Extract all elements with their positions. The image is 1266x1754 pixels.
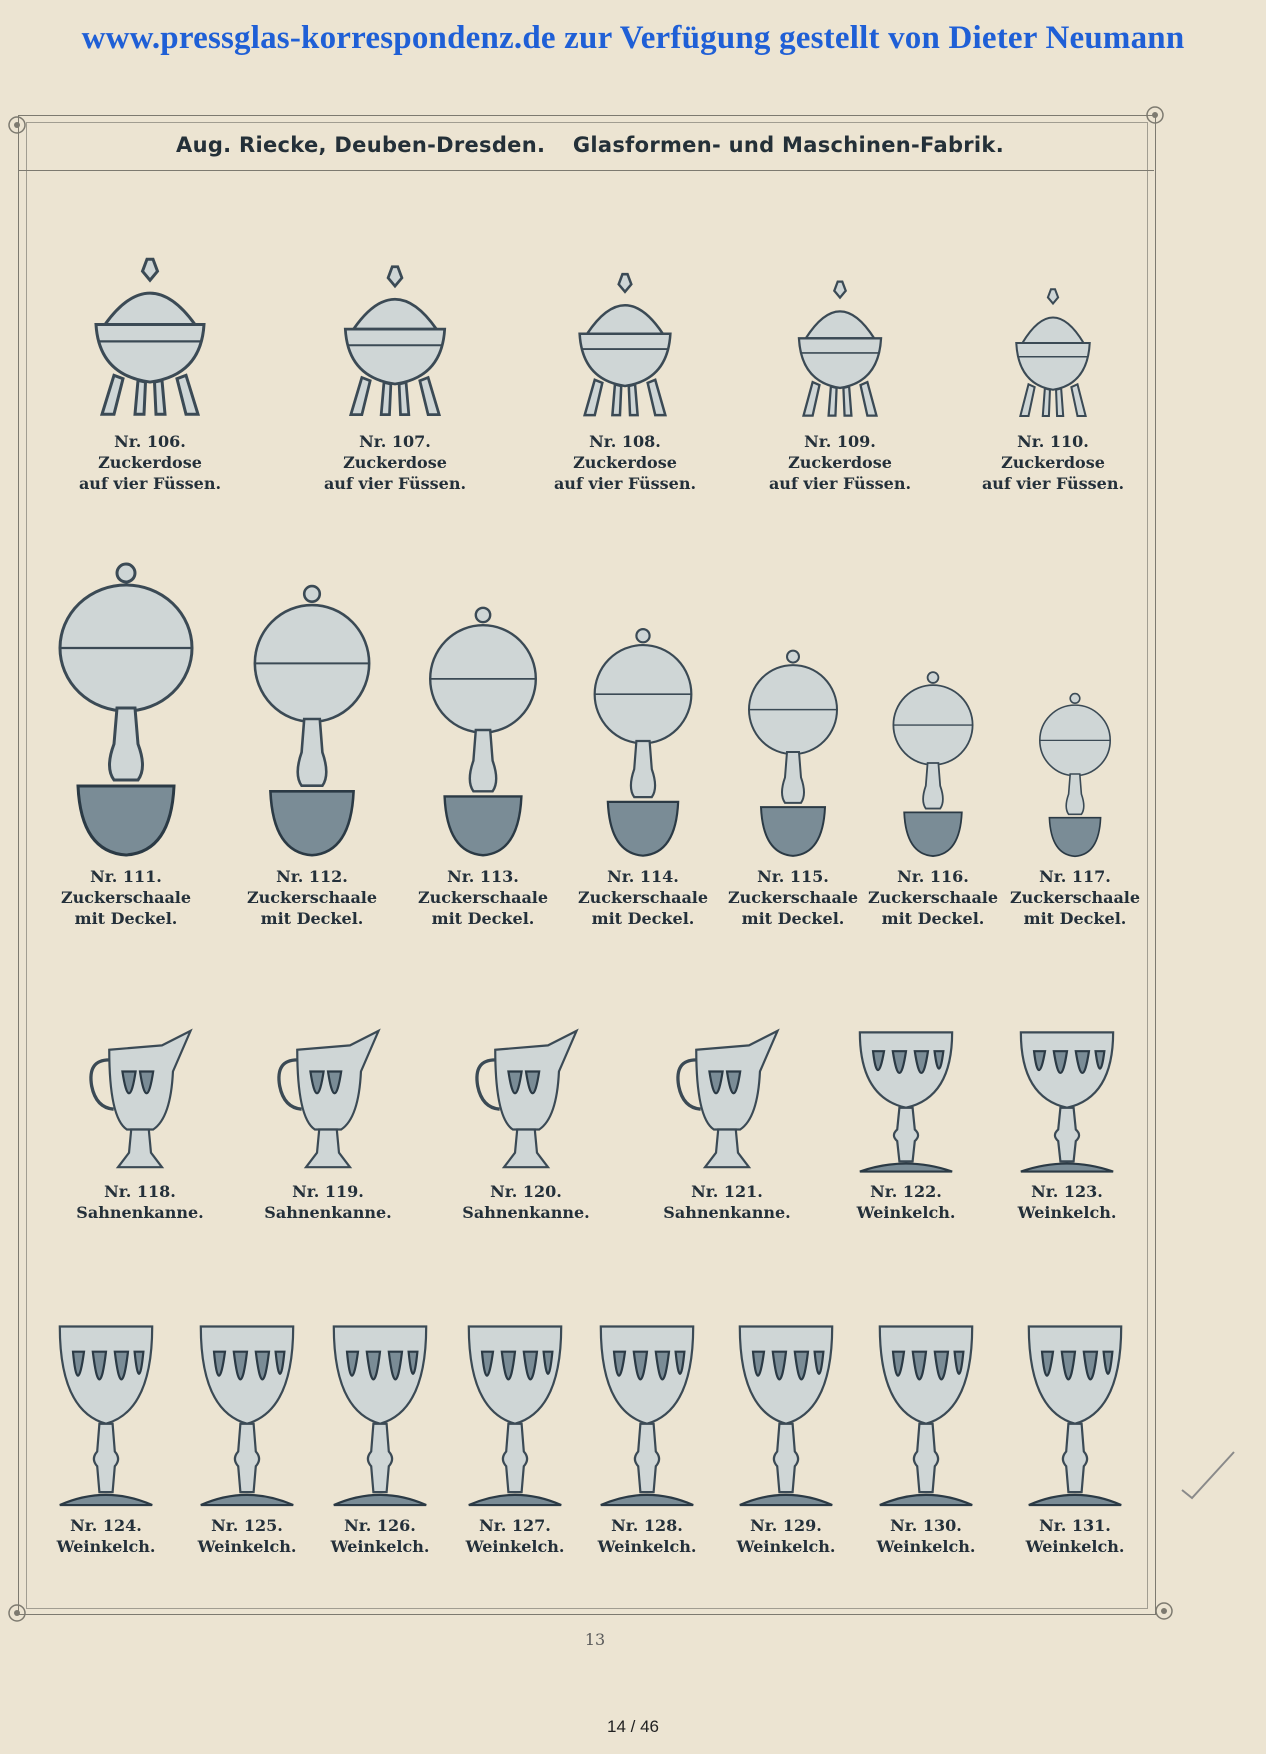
wine-goblet-icon	[1020, 1322, 1130, 1507]
corner-ornament-icon	[1153, 1600, 1175, 1622]
item-description: Zuckerdose	[573, 453, 677, 472]
catalog-item	[853, 866, 1013, 929]
item-description: Sahnenkanne.	[663, 1203, 791, 1222]
wine-goblet-icon	[460, 1322, 570, 1507]
item-number: Nr. 121.	[691, 1182, 763, 1201]
sugar-box-footed-icon	[326, 261, 464, 423]
catalog-item	[60, 1181, 220, 1223]
catalog-item	[26, 1515, 186, 1557]
item-description: mit Deckel.	[74, 909, 178, 928]
item-number: Nr. 131.	[1039, 1516, 1111, 1535]
catalog-item	[46, 866, 206, 929]
item-description: Weinkelch.	[330, 1537, 430, 1556]
item-description: Weinkelch.	[465, 1537, 565, 1556]
item-description: Zuckerdose	[343, 453, 447, 472]
catalog-item	[563, 866, 723, 929]
item-description: Zuckerschaale	[246, 888, 378, 907]
covered-sugar-bowl-icon	[743, 646, 843, 858]
item-description: auf vier Füssen.	[981, 474, 1125, 493]
catalog-item	[713, 866, 873, 929]
item-number: Nr. 129.	[750, 1516, 822, 1535]
catalog-item	[995, 1515, 1155, 1557]
item-description: Zuckerschaale	[577, 888, 709, 907]
item-number: Nr. 126.	[344, 1516, 416, 1535]
item-description: Zuckerschaale	[1009, 888, 1141, 907]
item-description: Sahnenkanne.	[264, 1203, 392, 1222]
covered-sugar-bowl-icon	[1035, 690, 1115, 858]
wine-goblet-icon	[592, 1322, 702, 1507]
catalog-item	[826, 1181, 986, 1223]
catalog-item	[846, 1515, 1006, 1557]
page-number: 13	[584, 1630, 606, 1649]
pdf-page-indicator: 14 / 46	[607, 1717, 659, 1736]
item-number: Nr. 125.	[211, 1516, 283, 1535]
corner-ornament-icon	[1144, 104, 1166, 126]
item-number: Nr. 124.	[70, 1516, 142, 1535]
company-name: Aug. Riecke, Deuben-Dresden.	[176, 133, 546, 157]
catalog-item	[973, 431, 1133, 494]
item-description: Weinkelch.	[1025, 1537, 1125, 1556]
item-number: Nr. 128.	[611, 1516, 683, 1535]
item-description: Zuckerdose	[1001, 453, 1105, 472]
catalog-title	[0, 133, 1180, 157]
corner-ornament-icon	[6, 1602, 28, 1624]
cream-jug-icon	[273, 1028, 383, 1173]
header-link[interactable]: www.pressglas-korrespondenz.de zur Verfügung gestellt von Dieter Neumann	[81, 20, 1185, 56]
item-number: Nr. 127.	[479, 1516, 551, 1535]
item-description: mit Deckel.	[431, 909, 535, 928]
catalog-item	[995, 866, 1155, 929]
item-number: Nr. 109.	[804, 432, 876, 451]
item-number: Nr. 122.	[870, 1182, 942, 1201]
item-description: Weinkelch.	[197, 1537, 297, 1556]
item-description: auf vier Füssen.	[553, 474, 697, 493]
catalog-item	[248, 1181, 408, 1223]
catalog-item	[545, 431, 705, 494]
item-number: Nr. 116.	[897, 867, 969, 886]
item-description: Weinkelch.	[876, 1537, 976, 1556]
cream-jug-icon	[471, 1028, 581, 1173]
item-description: Weinkelch.	[856, 1203, 956, 1222]
sugar-box-footed-icon	[1002, 285, 1104, 423]
item-number: Nr. 115.	[757, 867, 829, 886]
item-description: Zuckerdose	[788, 453, 892, 472]
sugar-box-footed-icon	[75, 253, 225, 423]
item-description: auf vier Füssen.	[78, 474, 222, 493]
item-description: mit Deckel.	[591, 909, 695, 928]
item-number: Nr. 111.	[90, 867, 162, 886]
item-number: Nr. 107.	[359, 432, 431, 451]
item-number: Nr. 113.	[447, 867, 519, 886]
item-description: Zuckerdose	[98, 453, 202, 472]
item-number: Nr. 112.	[276, 867, 348, 886]
item-number: Nr. 114.	[607, 867, 679, 886]
item-description: Zuckerschaale	[867, 888, 999, 907]
covered-sugar-bowl-icon	[247, 580, 377, 858]
catalog-item	[232, 866, 392, 929]
item-description: mit Deckel.	[741, 909, 845, 928]
item-description: auf vier Füssen.	[323, 474, 467, 493]
catalog-item	[70, 431, 230, 494]
catalog-item	[446, 1181, 606, 1223]
covered-sugar-bowl-icon	[588, 624, 698, 858]
catalog-item	[567, 1515, 727, 1557]
item-description: mit Deckel.	[1023, 909, 1127, 928]
wine-goblet-icon	[192, 1322, 302, 1507]
wine-goblet-icon	[51, 1322, 161, 1507]
item-description: Weinkelch.	[1017, 1203, 1117, 1222]
item-number: Nr. 108.	[589, 432, 661, 451]
item-number: Nr. 117.	[1039, 867, 1111, 886]
item-description: Weinkelch.	[597, 1537, 697, 1556]
check-mark-icon	[1178, 1440, 1238, 1500]
item-number: Nr. 110.	[1017, 432, 1089, 451]
wine-goblet-icon	[1012, 1028, 1122, 1173]
sugar-box-footed-icon	[783, 277, 897, 423]
covered-sugar-bowl-icon	[423, 602, 543, 858]
item-number: Nr. 130.	[890, 1516, 962, 1535]
item-description: mit Deckel.	[260, 909, 364, 928]
wine-goblet-icon	[731, 1322, 841, 1507]
item-description: Zuckerschaale	[417, 888, 549, 907]
item-description: Sahnenkanne.	[462, 1203, 590, 1222]
item-number: Nr. 119.	[292, 1182, 364, 1201]
catalog-item	[647, 1181, 807, 1223]
item-description: Weinkelch.	[736, 1537, 836, 1556]
wine-goblet-icon	[851, 1028, 961, 1173]
cream-jug-icon	[672, 1028, 782, 1173]
catalog-item	[706, 1515, 866, 1557]
item-number: Nr. 118.	[104, 1182, 176, 1201]
item-number: Nr. 120.	[490, 1182, 562, 1201]
title-rule	[18, 170, 1154, 171]
item-description: Sahnenkanne.	[76, 1203, 204, 1222]
cream-jug-icon	[85, 1028, 195, 1173]
catalog-item	[315, 431, 475, 494]
item-description: Zuckerschaale	[727, 888, 859, 907]
covered-sugar-bowl-icon	[888, 668, 978, 858]
sugar-box-footed-icon	[562, 269, 688, 423]
item-number: Nr. 106.	[114, 432, 186, 451]
catalog-item	[403, 866, 563, 929]
item-description: mit Deckel.	[881, 909, 985, 928]
covered-sugar-bowl-icon	[51, 558, 201, 858]
wine-goblet-icon	[871, 1322, 981, 1507]
wine-goblet-icon	[325, 1322, 435, 1507]
catalog-item	[987, 1181, 1147, 1223]
item-description: Weinkelch.	[56, 1537, 156, 1556]
catalog-item	[760, 431, 920, 494]
company-subtitle: Glasformen- und Maschinen-Fabrik.	[572, 133, 1004, 157]
item-description: Zuckerschaale	[60, 888, 192, 907]
item-number: Nr. 123.	[1031, 1182, 1103, 1201]
item-description: auf vier Füssen.	[768, 474, 912, 493]
